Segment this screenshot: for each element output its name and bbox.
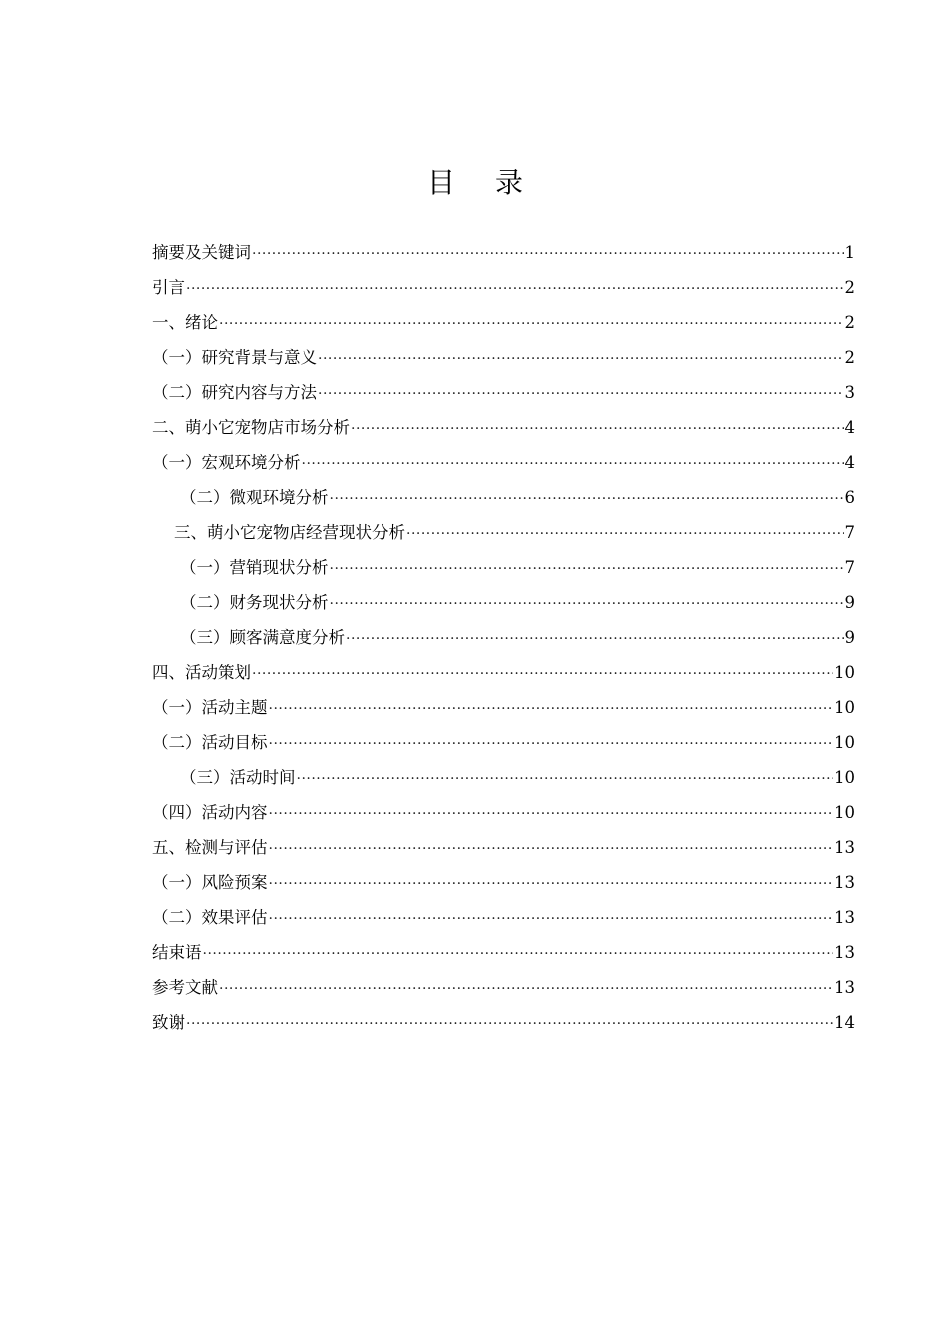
toc-title: 目录 <box>426 165 563 199</box>
toc-dot-leader <box>269 902 834 935</box>
toc-entry-page-number: 10 <box>834 663 855 682</box>
toc-dot-leader <box>269 727 834 760</box>
toc-entry[interactable] <box>152 550 855 585</box>
toc-entry-label: （一）营销现状分析 <box>180 558 329 577</box>
toc-entry-label: （四）活动内容 <box>152 803 268 822</box>
toc-dot-leader <box>406 517 844 550</box>
toc-entry-page-number: 9 <box>844 593 855 612</box>
toc-dot-leader <box>346 622 844 655</box>
toc-entry-page-number: 6 <box>844 488 855 507</box>
toc-entry-label: 摘要及关键词 <box>152 243 251 262</box>
toc-entry-label: 参考文献 <box>152 978 218 997</box>
toc-dot-leader <box>318 377 844 410</box>
toc-entry-page-number: 4 <box>844 418 855 437</box>
toc-entry[interactable] <box>152 515 855 550</box>
toc-entry-page-number: 1 <box>844 243 855 262</box>
toc-entry-label: （二）微观环境分析 <box>180 488 329 507</box>
toc-entry[interactable] <box>152 480 855 515</box>
toc-entry-page-number: 2 <box>844 313 855 332</box>
toc-entry[interactable] <box>152 970 855 1005</box>
toc-entry-page-number: 2 <box>844 348 855 367</box>
toc-entry-label: 一、绪论 <box>152 313 218 332</box>
toc-dot-leader <box>186 1007 833 1040</box>
toc-entry-page-number: 2 <box>844 278 855 297</box>
toc-entry-label: 结束语 <box>152 943 202 962</box>
toc-entry[interactable] <box>152 410 855 445</box>
toc-entry[interactable] <box>152 900 855 935</box>
toc-entry-label: （一）风险预案 <box>152 873 268 892</box>
toc-entry[interactable] <box>152 795 855 830</box>
toc-entry-label: （二）财务现状分析 <box>180 593 329 612</box>
toc-entry-label: （二）活动目标 <box>152 733 268 752</box>
toc-dot-leader <box>302 447 844 480</box>
toc-dot-leader <box>269 867 834 900</box>
toc-entry-page-number: 7 <box>844 523 855 542</box>
toc-dot-leader <box>330 552 844 585</box>
toc-dot-leader <box>203 937 834 970</box>
toc-entry-label: （一）宏观环境分析 <box>152 453 301 472</box>
toc-entry[interactable] <box>152 725 855 760</box>
toc-entry-label: 三、萌小它宠物店经营现状分析 <box>174 523 405 542</box>
toc-entry-page-number: 13 <box>834 908 855 927</box>
toc-entry-label: （二）效果评估 <box>152 908 268 927</box>
toc-entry-label: 二、萌小它宠物店市场分析 <box>152 418 350 437</box>
toc-dot-leader <box>330 482 844 515</box>
toc-dot-leader <box>269 797 834 830</box>
toc-dot-leader <box>330 587 844 620</box>
toc-entry-label: （三）顾客满意度分析 <box>180 628 345 647</box>
toc-entry[interactable] <box>152 1005 855 1040</box>
toc-entry-label: 五、检测与评估 <box>152 838 268 857</box>
toc-dot-leader <box>297 762 834 795</box>
toc-entry-page-number: 13 <box>834 943 855 962</box>
toc-dot-leader <box>186 272 844 305</box>
toc-dot-leader <box>252 657 833 690</box>
toc-entry[interactable] <box>152 340 855 375</box>
toc-entry-page-number: 14 <box>834 1013 855 1032</box>
toc-entry-page-number: 13 <box>834 838 855 857</box>
toc-entry-page-number: 7 <box>844 558 855 577</box>
toc-entry-label: （一）研究背景与意义 <box>152 348 317 367</box>
toc-entry-page-number: 10 <box>834 768 855 787</box>
toc-entry-label: （三）活动时间 <box>180 768 296 787</box>
toc-entry-label: 四、活动策划 <box>152 663 251 682</box>
toc-dot-leader <box>269 832 834 865</box>
toc-entry[interactable] <box>152 270 855 305</box>
toc-dot-leader <box>219 307 844 340</box>
toc-entry[interactable] <box>152 585 855 620</box>
toc-entry[interactable] <box>152 655 855 690</box>
toc-entry[interactable] <box>152 445 855 480</box>
toc-entry-page-number: 13 <box>834 873 855 892</box>
toc-entry[interactable] <box>152 620 855 655</box>
toc-entry-page-number: 13 <box>834 978 855 997</box>
toc-entry-page-number: 10 <box>834 698 855 717</box>
toc-dot-leader <box>269 692 834 725</box>
toc-entry-page-number: 4 <box>844 453 855 472</box>
toc-entry[interactable] <box>152 235 855 270</box>
toc-entry-label: 引言 <box>152 278 185 297</box>
toc-list <box>152 235 855 1040</box>
toc-entry-label: （二）研究内容与方法 <box>152 383 317 402</box>
toc-entry[interactable] <box>152 830 855 865</box>
toc-entry-label: 致谢 <box>152 1013 185 1032</box>
toc-entry[interactable] <box>152 935 855 970</box>
toc-entry[interactable] <box>152 375 855 410</box>
toc-entry[interactable] <box>152 305 855 340</box>
toc-dot-leader <box>318 342 844 375</box>
toc-entry[interactable] <box>152 865 855 900</box>
toc-entry[interactable] <box>152 690 855 725</box>
toc-entry-page-number: 10 <box>834 803 855 822</box>
toc-dot-leader <box>252 237 844 270</box>
toc-entry-page-number: 3 <box>844 383 855 402</box>
toc-dot-leader <box>351 412 844 445</box>
toc-entry-label: （一）活动主题 <box>152 698 268 717</box>
toc-dot-leader <box>219 972 833 1005</box>
toc-entry-page-number: 10 <box>834 733 855 752</box>
toc-entry[interactable] <box>152 760 855 795</box>
toc-entry-page-number: 9 <box>844 628 855 647</box>
